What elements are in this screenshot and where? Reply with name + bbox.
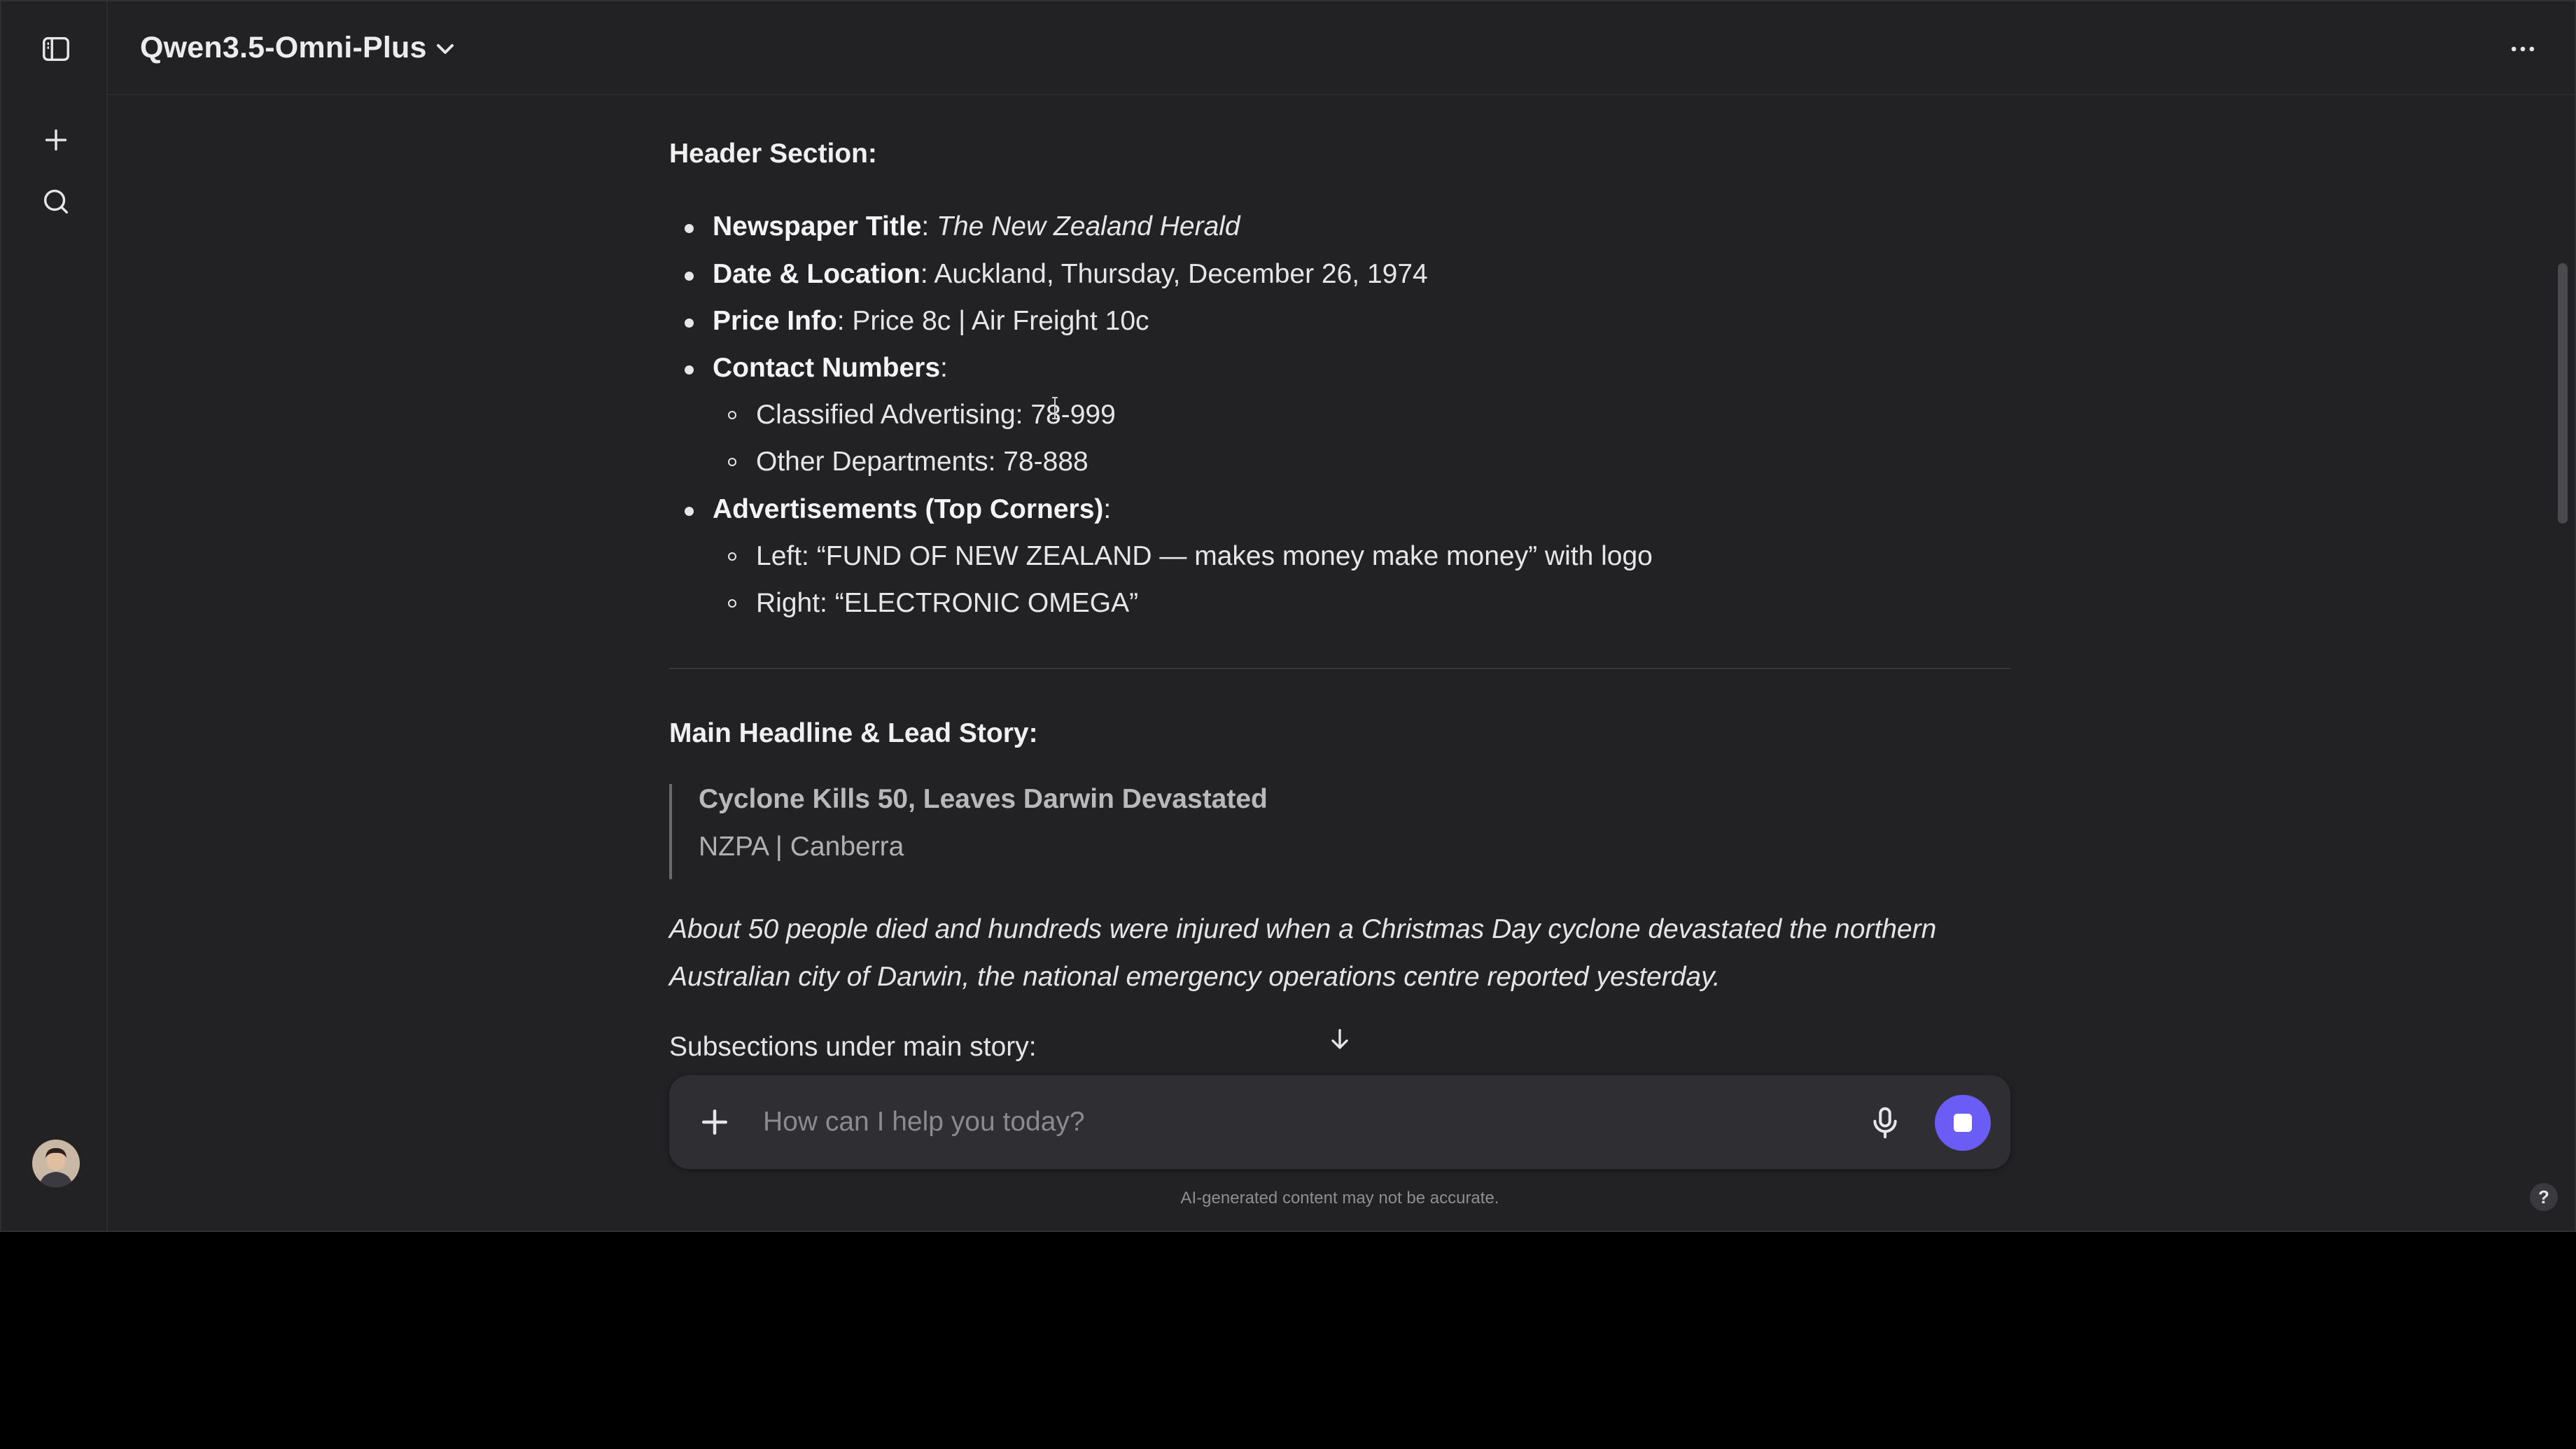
microphone-icon[interactable] xyxy=(1866,1103,1904,1142)
section-heading-main: Main Headline & Lead Story: xyxy=(669,718,1038,748)
sidebar xyxy=(1,1,108,1231)
scroll-down-icon[interactable] xyxy=(1326,1023,1354,1056)
scrollbar[interactable] xyxy=(2558,263,2568,524)
sidebar-toggle-icon xyxy=(40,33,72,65)
list-item: Date & Location: Auckland, Thursday, December 26, 1974 xyxy=(713,259,1428,289)
item-value: The New Zealand Herald xyxy=(937,211,1240,241)
stop-generating-button[interactable] xyxy=(1935,1095,1991,1151)
sub-list-item: Left: “FUND OF NEW ZEALAND — makes money make money” with logo xyxy=(756,541,1653,571)
stop-icon xyxy=(1954,1114,1972,1132)
item-label: Newspaper Title xyxy=(713,211,922,241)
item-label: Date & Location xyxy=(713,259,920,289)
sub-list-item: Right: “ELECTRONIC OMEGA” xyxy=(756,588,1139,618)
sub-list-item: Other Departments: 78-888 xyxy=(756,447,1088,477)
divider xyxy=(669,668,2010,669)
item-label: Advertisements (Top Corners) xyxy=(713,494,1104,524)
item-label: Price Info xyxy=(713,306,837,336)
text-cursor-icon xyxy=(1051,396,1058,420)
chevron-down-icon[interactable] xyxy=(431,35,459,63)
more-options-icon[interactable] xyxy=(2506,34,2540,64)
message-input[interactable] xyxy=(762,1102,1744,1142)
top-bar xyxy=(108,1,2575,95)
item-value: Auckland, Thursday, December 26, 1974 xyxy=(934,259,1428,289)
help-button[interactable]: ? xyxy=(2530,1183,2558,1211)
model-selector[interactable]: Qwen3.5-Omni-Plus xyxy=(140,31,427,64)
blockquote xyxy=(669,784,1268,879)
new-chat-button[interactable] xyxy=(31,115,81,165)
sidebar-toggle-button[interactable] xyxy=(31,24,81,74)
chat-composer xyxy=(669,1075,2010,1169)
sub-list-item: Classified Advertising: 78-999 xyxy=(756,400,1116,430)
list-item: Price Info: Price 8c | Air Freight 10c xyxy=(713,306,1149,336)
list-item: Contact Numbers: xyxy=(713,353,948,383)
quote-byline: NZPA | Canberra xyxy=(699,832,904,862)
section-heading-header: Header Section: xyxy=(669,139,877,169)
list-item: Advertisements (Top Corners): xyxy=(713,494,1112,524)
subsections-text: Subsections under main story: xyxy=(669,1032,1037,1062)
item-label: Contact Numbers xyxy=(713,353,941,383)
search-icon xyxy=(40,186,72,218)
lead-paragraph: About 50 people died and hundreds were injured when a Christmas Day cyclone devastated the northern Australian city of Darwin, the national emergency operations centre reported yesterday. xyxy=(669,914,1937,992)
quote-headline: Cyclone Kills 50, Leaves Darwin Devastated xyxy=(699,784,1268,814)
item-value: Price 8c | Air Freight 10c xyxy=(852,306,1149,336)
attach-plus-icon[interactable] xyxy=(696,1103,734,1141)
avatar[interactable] xyxy=(32,1140,80,1187)
disclaimer: AI-generated content may not be accurate. xyxy=(1180,1189,1499,1208)
plus-icon xyxy=(40,124,72,156)
list-item: Newspaper Title: The New Zealand Herald xyxy=(713,211,1240,241)
search-button[interactable] xyxy=(31,176,81,227)
